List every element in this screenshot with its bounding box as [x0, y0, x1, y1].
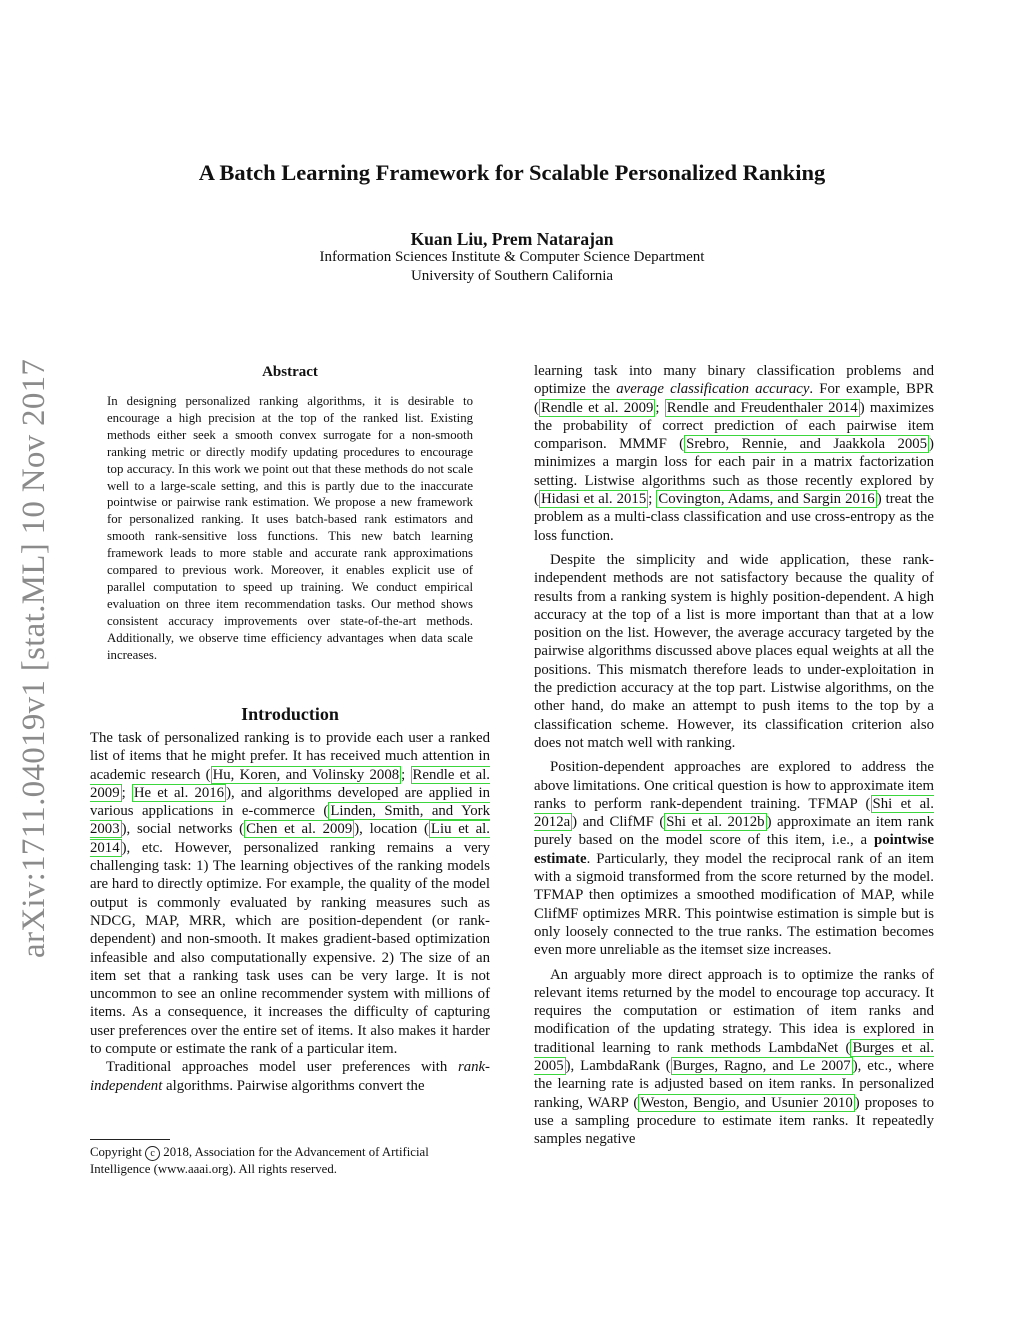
- citation-link[interactable]: He et al. 2016: [133, 784, 225, 801]
- left-column-body: [90, 729, 490, 1095]
- citation-link[interactable]: Linden, Smith, and York 2003: [90, 803, 491, 838]
- footnote-rule: [90, 1139, 170, 1140]
- right-paragraph-3: Position-dependent approaches are explored to address the above limitations. One critical question is how to approximate item ranks to perform rank-dependent training. TFMAP ( Shi et al. 2012a ) and ClifMF ( Shi et al. 2012b ) approximate an item rank purely based on the model score of this item, i.e., a pointwise estimate. Particularly, they model the reciprocal rank of an item with a sigmoid transformed from the score returned by the model. TFMAP then optimizes a smoothed modification of MAP, while ClifMF optimizes MRR. This pointwise estimation is simple but is only loosely connected to the true ranks. The estimation becomes even more unreliable as the itemset size increases.: [534, 759, 934, 959]
- citation-link[interactable]: Srebro, Rennie, and Jaakkola 2005: [686, 436, 928, 453]
- paper-title: A Batch Learning Framework for Scalable Personalized Ranking: [198, 160, 826, 185]
- abstract-body: In designing personalized ranking algorithms, it is desirable to encourage a high precision at the top of the ranked list. Existing methods either seek a smooth convex surrogate for a non-smooth ranking metric or directly modify updating procedures to encourage top accuracy. In this work we point out that these methods do not scale well to a large-scale setting, and this is partly due to the inaccurate pointwise or pairwise rank estimation. We propose a new framework for personalized ranking. It uses batch-based rank estimators and smooth rank-sensitive loss functions. This new batch learning framework leads to more stable and accurate rank approximations compared to previous work. Moreover, it enables explicit use of parallel computation to speed up training. We conduct empirical evaluation on three item recommendation tasks. Our method shows consistent accuracy improvements over state-of-the-art methods. Additionally, we observe time efficiency advantages when data scale increases.: [107, 394, 473, 662]
- citation-link[interactable]: Covington, Adams, and Sargin 2016: [658, 491, 875, 508]
- copyright-footnote: Copyright c 2018, Association for the Advancement of Artificial Intelligence (www.aaai.org). All rights reserved.: [90, 1145, 429, 1176]
- affiliation-line-2: University of Southern California: [410, 268, 614, 284]
- citation-link[interactable]: Hidasi et al. 2015: [540, 491, 647, 508]
- right-column-body: [534, 362, 934, 1148]
- right-paragraph-1: learning task into many binary classification problems and optimize the average classification accuracy. For example, BPR ( Rendle et al. 2009 ; Rendle and Freudenthaler 2014 ) maximizes the probability of correct prediction of each pairwise item comparison. MMMF ( Srebro, Rennie, and Jaakkola 2005 ) minimizes a margin loss for each pair in a matrix factorization setting. Listwise algorithms such as those recently explored by ( Hidasi et al. 2015 ; Covington, Adams, and Sargin 2016 ) treat the problem as a multi-class classification and use cross-entropy as the loss function.: [534, 363, 935, 544]
- citation-link[interactable]: Burges et al. 2005: [534, 1039, 934, 1074]
- arxiv-side-stamp: arXiv:1711.04019v1 [stat.ML] 10 Nov 2017: [16, 358, 52, 958]
- citation-link[interactable]: Burges, Ragno, and Le 2007: [672, 1057, 851, 1074]
- citation-link[interactable]: Weston, Bengio, and Usunier 2010: [640, 1094, 853, 1111]
- intro-paragraph-1: The task of personalized ranking is to provide each user a ranked list of items that he might prefer. It has received much attention in academic research ( Hu, Koren, and Volinsky 2008 ; Rendle et al. 2009 ; He et al. 2016 ), and algorithms developed are applied in various applications in e-commerce ( Linden, Smith, and York 2003 ), social networks ( Chen et al. 2009 ), location ( Liu et al. 2014 ), etc. However, personalized ranking remains a very challenging task: 1) The learning objectives of the ranking models are hard to directly optimize. For example, the quality of the model output is commonly evaluated by ranking measures such as NDCG, MAP, MRR, which are position-dependent (or rank-dependent) and non-smooth. It makes gradient-based optimization infeasible and also computationally expensive. 2) The size of an item set that a ranking task uses can be very large. It is not uncommon to see an online recommender system with millions of items. As a consequence, it increases the difficulty of capturing user preferences over the entire set of items. It also makes it harder to compute or estimate the rank of a particular item.: [90, 730, 491, 1058]
- intro-paragraph-2: Traditional approaches model user preferences with rank-independent algorithms. Pairwise algorithms convert the: [90, 1059, 490, 1094]
- citation-link[interactable]: Liu et al. 2014: [90, 821, 490, 856]
- citation-link[interactable]: Shi et al. 2012b: [666, 814, 765, 831]
- abstract-heading: Abstract: [262, 364, 318, 380]
- citation-link[interactable]: Rendle et al. 2009: [540, 399, 654, 416]
- citation-link[interactable]: Rendle and Freudenthaler 2014: [666, 399, 858, 416]
- introduction-heading: Introduction: [241, 704, 339, 724]
- citation-link[interactable]: Rendle et al. 2009: [90, 766, 491, 801]
- paper-authors: Kuan Liu, Prem Natarajan: [410, 229, 614, 249]
- right-paragraph-4: An arguably more direct approach is to optimize the ranks of relevant items returned by the model to encourage top accuracy. It requires the computation or estimation of item ranks and modification of the updating strategy. This idea is explored in traditional learning to rank methods LambdaNet ( Burges et al. 2005 ), LambdaRank ( Burges, Ragno, and Le 2007 ), etc., where the learning rate is adjusted based on item ranks. In personalized ranking, WARP ( Weston, Bengio, and Usunier 2010 ) proposes to use a sampling procedure to estimate item ranks. It repeatedly samples negative: [534, 966, 935, 1148]
- citation-link[interactable]: Hu, Koren, and Volinsky 2008: [212, 766, 400, 783]
- affiliation-line-1: Information Sciences Institute & Computer Science Department: [319, 249, 705, 265]
- citation-link[interactable]: Chen et al. 2009: [246, 821, 353, 838]
- right-paragraph-2: Despite the simplicity and wide application, these rank-independent methods are not satisfactory because the quality of results from a ranking system is highly position-dependent. A high accuracy at the top of a list is more important than that at a low position on the list. However, the average accuracy targeted by the pairwise algorithms discussed above places equal weights at all the positions. This mismatch therefore leads to under-exploitation in the prediction accuracy at the top part. Listwise algorithms, on the other hand, do make an attempt to push items to the top by a classification scheme. However, its classification criterion also does not match well with ranking.: [534, 551, 934, 751]
- citation-link[interactable]: Shi et al. 2012a: [534, 795, 934, 831]
- copyright-symbol: c: [145, 1146, 160, 1161]
